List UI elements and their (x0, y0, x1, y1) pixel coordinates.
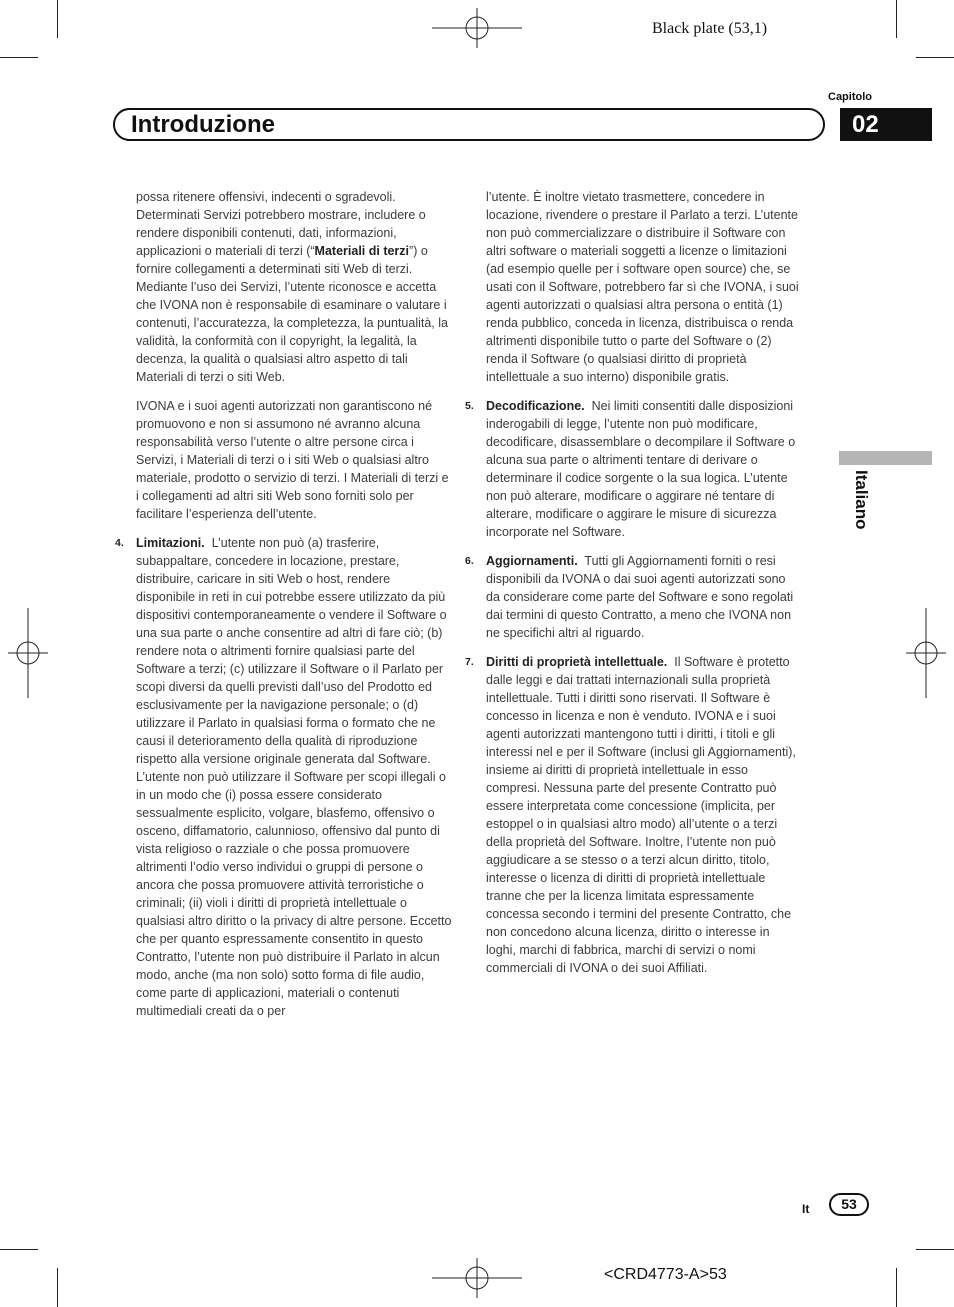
list-number: 7. (465, 656, 474, 668)
language-tab (850, 470, 872, 540)
crop-mark (896, 0, 897, 38)
list-item (465, 397, 800, 541)
paragraph: IVONA e i suoi agenti autorizzati non garantiscono né promuovono e non si assumono né avranno alcuna responsabilità verso l’utente o altre persone circa i Servizi, i Materiali di terzi o i siti Web o qualsiasi altro materiale, prodotto o servizio di terzi. I Materiali di terzi e i collegamenti ad altri siti Web sono forniti solo per facilitare l’esperienza dell’utente. (136, 399, 449, 521)
language-code: It (802, 1202, 810, 1216)
crop-mark (0, 1249, 38, 1250)
list-text: L’utente non può (a) trasferire, subappaltare, concedere in locazione, prestare, distribuire, caricare in siti Web o host, rendere disponibile in reti in cui potrebbe essere utilizzato da più dispositivi contemporaneamente o vendere il Software o una sua parte o anche consentire ad altri di fare ciò; (b) rendere nota o altrimenti fornire qualsiasi parte del Software a terzi; (c) utilizzare il Software o il Parlato per scopi diversi da quelli previsti dall’uso del Prodotto ed esclusivamente per la navigazione personale; o (d) utilizzare il Parlato in qualsiasi forma o formato che ne causi il deterioramento della qualità di riproduzione rispetto alla versione originale generata dal Software. L’utente non può utilizzare il Software per scopi illegali o in un modo che (i) possa essere considerato sessualmente esplicito, volgare, blasfemo, offensivo o osceno, diffamatorio, calunnioso, offensivo dal punto di vista religioso o razziale o che possa promuovere altrimenti l’odio verso individui o gruppi di persone o ancora che possa promuovere attività terroristiche o criminali; (ii) violi i diritti di proprietà intellettuale o qualsiasi altro diritto o la privacy di altre persone. Eccetto che per quanto espressamente consentito in questo Contratto, l’utente non può distribuire il Parlato in alcun modo, anche (ma non solo) sotto forma di file audio, come parte di applicazioni, materiali o contenuti multimediali creati da o per (136, 536, 452, 1018)
list-item (465, 653, 800, 977)
page-number: 53 (829, 1193, 869, 1216)
crop-mark (916, 1249, 954, 1250)
list-number: 4. (115, 537, 124, 549)
registration-mark-icon (8, 608, 48, 698)
list-heading: Decodificazione. (486, 399, 585, 413)
crop-mark (57, 1268, 58, 1307)
list-number: 6. (465, 555, 474, 567)
list-item (115, 534, 452, 1020)
list-heading: Diritti di proprietà intellettuale. (486, 655, 668, 669)
list-text: Il Software è protetto dalle leggi e dai trattati internazionali sulla proprietà intellettuale. Tutti i diritti sono riservati. Il Software è concesso in licenza e non è venduto. IVONA e i suoi agenti autorizzati mantengono tutti i diritti, i titoli e gli interessi nel e per il Software (inclusi gli Aggiornamenti), insieme ai diritti di proprietà intellettuale in esso compresi. Nessuna parte del presente Contratto può essere interpretata come concessione (implicita, per estoppel o in qualsiasi altro modo) all’utente o a terzi della proprietà del Software. Inoltre, l’utente non può aggiudicare a se stesso o a terzi alcun diritto, titolo, interesse o licenza di diritti di proprietà intellettuale tranne che per la licenza limitata espressamente concessa secondo i termini del presente Contratto, che non concedono alcuna licenza, diritto o interesse in loghi, marchi di fabbrica, marchi di servizi o nomi commerciali di IVONA o dei suoi Affiliati. (486, 655, 796, 975)
chapter-label: Capitolo (828, 91, 872, 103)
bold-term: Materiali di terzi (314, 244, 410, 258)
language-tab-bar (839, 451, 932, 465)
paragraph-text: possa ritenere offensivi, indecenti o sgradevoli. Determinati Servizi potrebbero mostrare, includere o rendere disponibili contenuti, dati, informazioni, applicazioni o materiali di terzi (“ (136, 190, 426, 258)
registration-mark-icon (432, 8, 522, 48)
paragraph-text: ”) o fornire collegamenti a determinati siti Web di terzi. Mediante l’uso dei Servizi, l’utente riconosce e accetta che IVONA non è responsabile di esaminare o valutare i contenuti, l’accuratezza, la completezza, la puntualità, la validità, la conformità con il copyright, la legalità, la decenza, la qualità o qualsiasi altro aspetto di tali Materiali di terzi o siti Web. (136, 244, 448, 384)
list-heading: Aggiornamenti. (486, 554, 578, 568)
paragraph (136, 188, 452, 386)
right-column (465, 188, 800, 988)
registration-mark-icon (906, 608, 946, 698)
title-bar (113, 108, 825, 141)
plate-label: Black plate (53,1) (652, 20, 768, 37)
left-column (115, 188, 452, 1031)
list-text: Nei limiti consentiti dalle disposizioni inderogabili di legge, l’utente non può modificare, decodificare, disassemblare o decompilare il Software o alcuna sua parte o altrimenti tentare di derivare o determinare il codice sorgente o la sua logica. L’utente non può alterare, modificare o aggirare né tentare di alterare, modificare o aggirare le misure di sicurezza incorporate nel Software. (486, 399, 796, 539)
language-label: Italiano (852, 470, 871, 530)
page-title: Introduzione (131, 111, 275, 138)
registration-mark-icon (432, 1258, 522, 1298)
list-item (465, 552, 800, 642)
crop-mark (57, 0, 58, 38)
list-text: Tutti gli Aggiornamenti forniti o resi disponibili da IVONA o dai suoi agenti autorizzati sono da considerare come parte del Software e sono regolati dai termini di questo Contratto, a meno che IVONA non ne specifichi altri al riguardo. (486, 554, 794, 640)
paragraph: l’utente. È inoltre vietato trasmettere, concedere in locazione, rivendere o prestare il Parlato a terzi. L’utente non può commercializzare o distribuire il Software con altri software o materiali soggetti a licenze o limitazioni (ad esempio quelle per i software open source) che, se usati con il Software, potrebbero far sì che IVONA, i suoi agenti autorizzati o qualsiasi altra persona o entità (1) renda pubblico, conceda in licenza, distribuisca o renda altrimenti disponibile tutto o parte del Software o (2) renda il Software (o qualsiasi diritto di proprietà intellettuale a suo interno) disponibile gratis. (486, 190, 799, 384)
crop-mark (916, 57, 954, 58)
crop-mark (896, 1268, 897, 1307)
list-number: 5. (465, 400, 474, 412)
list-heading: Limitazioni. (136, 536, 205, 550)
document-code: <CRD4773-A>53 (604, 1266, 727, 1283)
crop-mark (0, 57, 38, 58)
chapter-number: 02 (840, 108, 932, 141)
